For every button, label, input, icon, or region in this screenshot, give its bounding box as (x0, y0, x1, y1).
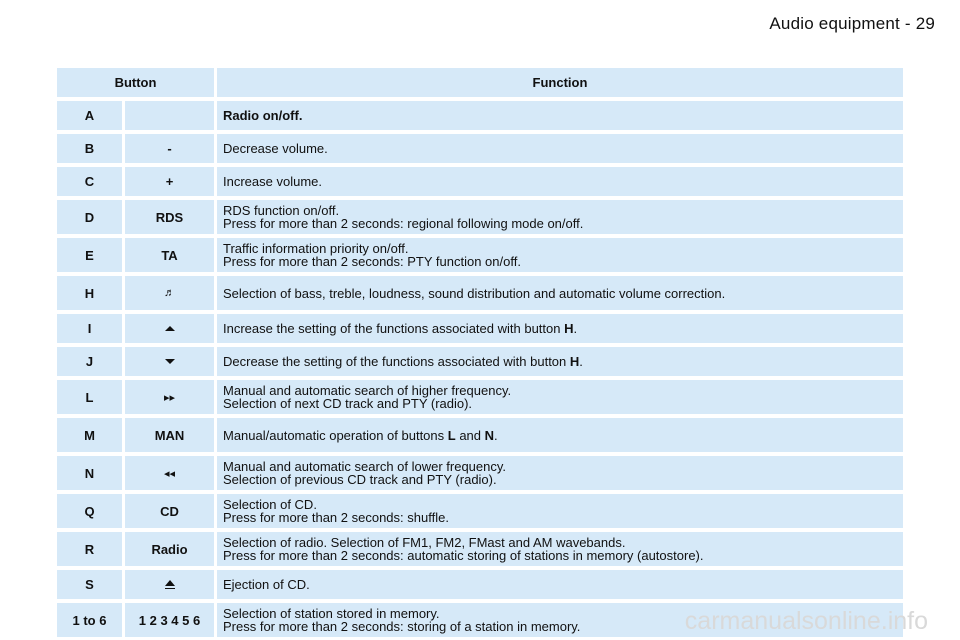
row-function (217, 238, 903, 272)
rewind-icon: ◂◂ (163, 467, 176, 480)
function-line: RDS function on/off. (223, 203, 340, 218)
row-letter: S (57, 570, 122, 599)
row-symbol: + (125, 167, 214, 196)
table-row (57, 101, 903, 130)
row-letter: L (57, 380, 122, 414)
row-symbol (125, 456, 214, 490)
table-row (57, 456, 903, 490)
row-function: Increase volume. (217, 167, 903, 196)
row-symbol (125, 380, 214, 414)
function-text-mid: and (455, 427, 485, 443)
page-title: Audio equipment - 29 (769, 14, 935, 33)
row-symbol: Radio (125, 532, 214, 566)
row-function (217, 456, 903, 490)
down-arrow-icon (165, 359, 175, 364)
row-letter: D (57, 200, 122, 234)
row-symbol: CD (125, 494, 214, 528)
music-note-icon: ♬ (164, 287, 175, 299)
row-symbol: MAN (125, 418, 214, 452)
row-symbol: - (125, 134, 214, 163)
table-row (57, 532, 903, 566)
row-letter: I (57, 314, 122, 343)
function-line: Selection of next CD track and PTY (radio). (223, 396, 473, 411)
table-row (57, 494, 903, 528)
row-function: Radio on/off. (217, 101, 903, 130)
row-letter: C (57, 167, 122, 196)
table-row (57, 314, 903, 343)
function-line: Press for more than 2 seconds: automatic storing of stations in memory (autostore). (223, 548, 704, 563)
row-letter: R (57, 532, 122, 566)
table-header-row (57, 68, 903, 97)
row-function (217, 418, 903, 452)
button-function-table (57, 68, 903, 637)
row-function (217, 380, 903, 414)
function-line: Manual and automatic search of lower frequency. (223, 459, 507, 474)
row-symbol (125, 314, 214, 343)
row-function (217, 200, 903, 234)
function-text-end: . (573, 321, 578, 336)
table-row (57, 200, 903, 234)
row-letter: Q (57, 494, 122, 528)
function-text: Decrease the setting of the functions associated with button (223, 354, 570, 369)
table-row (57, 570, 903, 599)
row-function (217, 347, 903, 376)
fast-forward-icon: ▸▸ (163, 391, 176, 404)
header-function: Function (217, 68, 903, 97)
header-button: Button (57, 68, 214, 97)
table-row (57, 276, 903, 310)
row-function (217, 494, 903, 528)
function-button-ref: H (564, 321, 574, 336)
row-letter: M (57, 418, 122, 452)
row-symbol (125, 570, 214, 599)
row-function: Decrease volume. (217, 134, 903, 163)
table-row (57, 134, 903, 163)
row-letter: N (57, 456, 122, 490)
row-function: Selection of bass, treble, loudness, sound distribution and automatic volume correction. (217, 276, 903, 310)
eject-icon (165, 580, 175, 590)
row-symbol (125, 101, 214, 130)
function-text: Manual/automatic operation of buttons (223, 427, 448, 443)
row-letter: H (57, 276, 122, 310)
function-line: Selection of station stored in memory. (223, 606, 440, 621)
row-symbol (125, 347, 214, 376)
table-row (57, 167, 903, 196)
function-button-ref: L (447, 427, 456, 443)
function-text: Increase the setting of the functions associated with button (223, 321, 565, 336)
table-row (57, 418, 903, 452)
function-text-end: . (494, 427, 498, 443)
row-symbol: 1 2 3 4 5 6 (125, 603, 214, 637)
function-line: Press for more than 2 seconds: storing of a station in memory. (223, 619, 581, 634)
row-symbol: TA (125, 238, 214, 272)
function-line: Press for more than 2 seconds: PTY function on/off. (223, 254, 521, 269)
function-line: Traffic information priority on/off. (223, 241, 409, 256)
function-button-ref: N (484, 427, 495, 443)
row-function (217, 314, 903, 343)
function-line: Selection of previous CD track and PTY (radio). (223, 472, 497, 487)
watermark: carmanualsonline.info (684, 607, 928, 635)
row-letter: B (57, 134, 122, 163)
row-letter: 1 to 6 (57, 603, 122, 637)
function-line: Press for more than 2 seconds: shuffle. (223, 510, 449, 525)
function-line: Manual and automatic search of higher frequency. (223, 383, 512, 398)
function-line: Selection of CD. (223, 497, 317, 512)
function-text-end: . (579, 354, 583, 369)
table-row (57, 380, 903, 414)
row-symbol (125, 276, 214, 310)
row-letter: J (57, 347, 122, 376)
function-button-ref: H (569, 354, 580, 369)
table-row (57, 238, 903, 272)
row-function (217, 532, 903, 566)
function-line: Press for more than 2 seconds: regional following mode on/off. (223, 216, 584, 231)
row-letter: E (57, 238, 122, 272)
up-arrow-icon (165, 326, 175, 331)
row-function: Ejection of CD. (217, 570, 903, 599)
row-letter: A (57, 101, 122, 130)
table-row (57, 347, 903, 376)
function-line: Selection of radio. Selection of FM1, FM2, FMast and AM wavebands. (223, 535, 626, 550)
row-symbol: RDS (125, 200, 214, 234)
